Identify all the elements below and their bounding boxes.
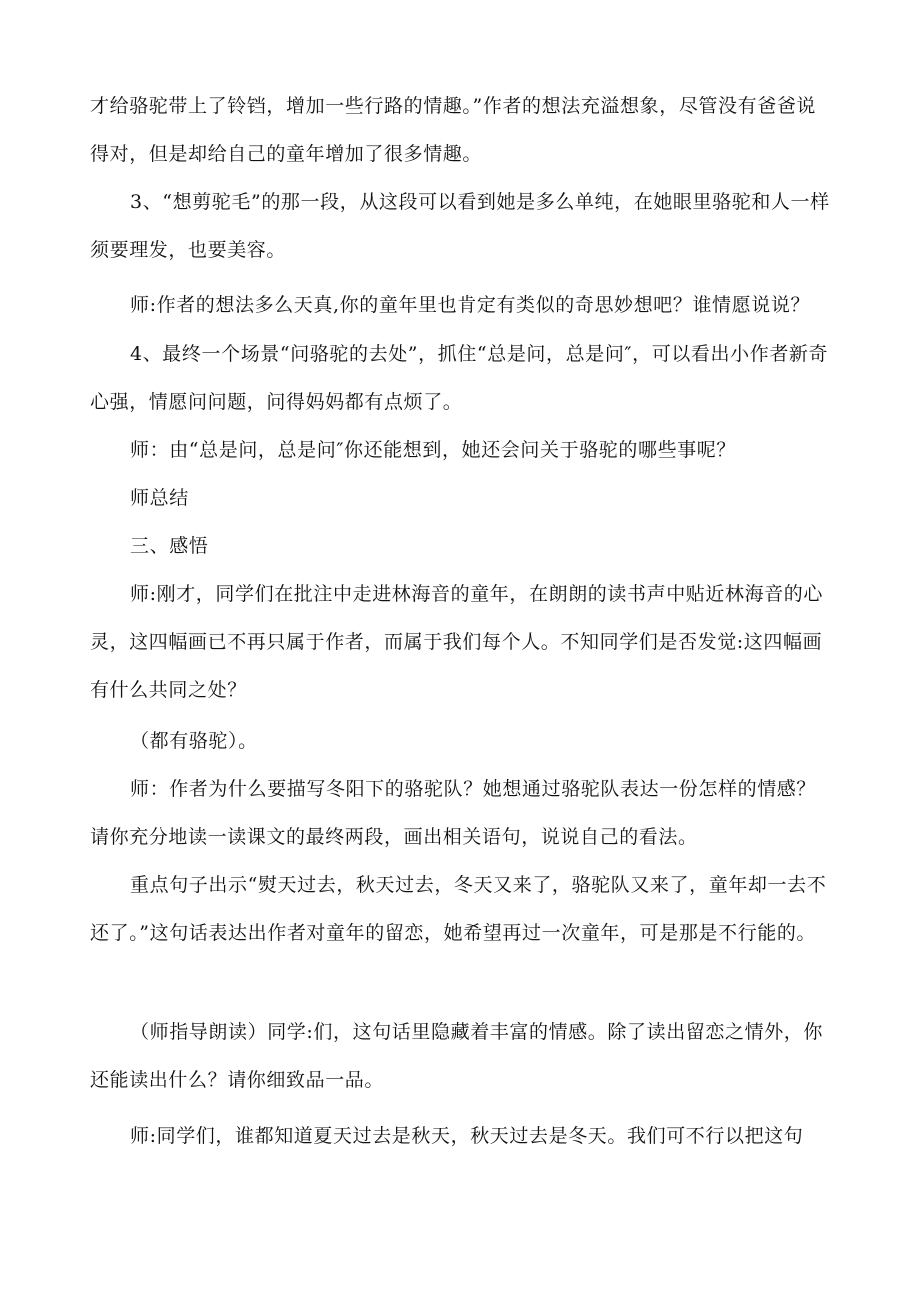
paragraph-teacher-closing: 师:同学们，谁都知道夏天过去是秋天，秋天过去是冬天。我们可不行以把这句 bbox=[130, 1125, 804, 1147]
paragraph-guided-reading: （师指导朗读）同学:们，这句话里隐藏着丰富的情感。除了读出留恋之情外，你还能读出什么？请你细致品一品。 bbox=[90, 1021, 824, 1091]
section-heading-reflection: 三、感悟 bbox=[130, 535, 209, 557]
paragraph-teacher-question-2: 师：由“总是问，总是问″你还能想到，她还会问关于骆驼的哪些事呢？ bbox=[130, 439, 737, 461]
paragraph-answer: （都有骆驼）。 bbox=[130, 730, 258, 752]
paragraph-teacher-question-3: 师：作者为什么要描写冬阳下的骆驼队？她想通过骆驼队表达一份怎样的情感？请你充分地读一读课文的最终两段，画出相关语句，说说自己的看法。 bbox=[90, 778, 817, 848]
paragraph-point-4: 4、最终一个场景“问骆驼的去处”，抓住“总是问，总是问″，可以看出小作者新奇心强，情愿问问题，问得妈妈都有点烦了。 bbox=[90, 343, 829, 413]
paragraph-key-sentence: 重点句子出示“熨天过去，秋天过去，冬天又来了，骆驼队又来了，童年却一去不还了。”这句话表达出作者对童年的留恋，她希望再过一次童年，可是那是不行能的。 bbox=[90, 874, 827, 944]
paragraph-continued: 才给骆驼带上了铃铛，增加一些行路的情趣。”作者的想法充溢想象，尽管没有爸爸说得对，但是却给自己的童年增加了很多情趣。 bbox=[90, 95, 817, 165]
paragraph-teacher-intro: 师:刚才，同学们在批注中走进林海音的童年，在朗朗的读书声中贴近林海音的心灵，这四幅画已不再只属于作者，而属于我们每个人。不知同学们是否发觉:这四幅画有什么共同之处？ bbox=[90, 583, 824, 701]
paragraph-teacher-summary: 师总结 bbox=[130, 487, 189, 509]
paragraph-teacher-question-1: 师:作者的想法多么天真,你的童年里也肯定有类似的奇思妙想吧？谁情愿说说？ bbox=[130, 294, 811, 316]
paragraph-point-3: 3、“想剪驼毛”的那一段，从这段可以看到她是多么单纯，在她眼里骆驼和人一样须要理发，也要美容。 bbox=[90, 191, 830, 261]
